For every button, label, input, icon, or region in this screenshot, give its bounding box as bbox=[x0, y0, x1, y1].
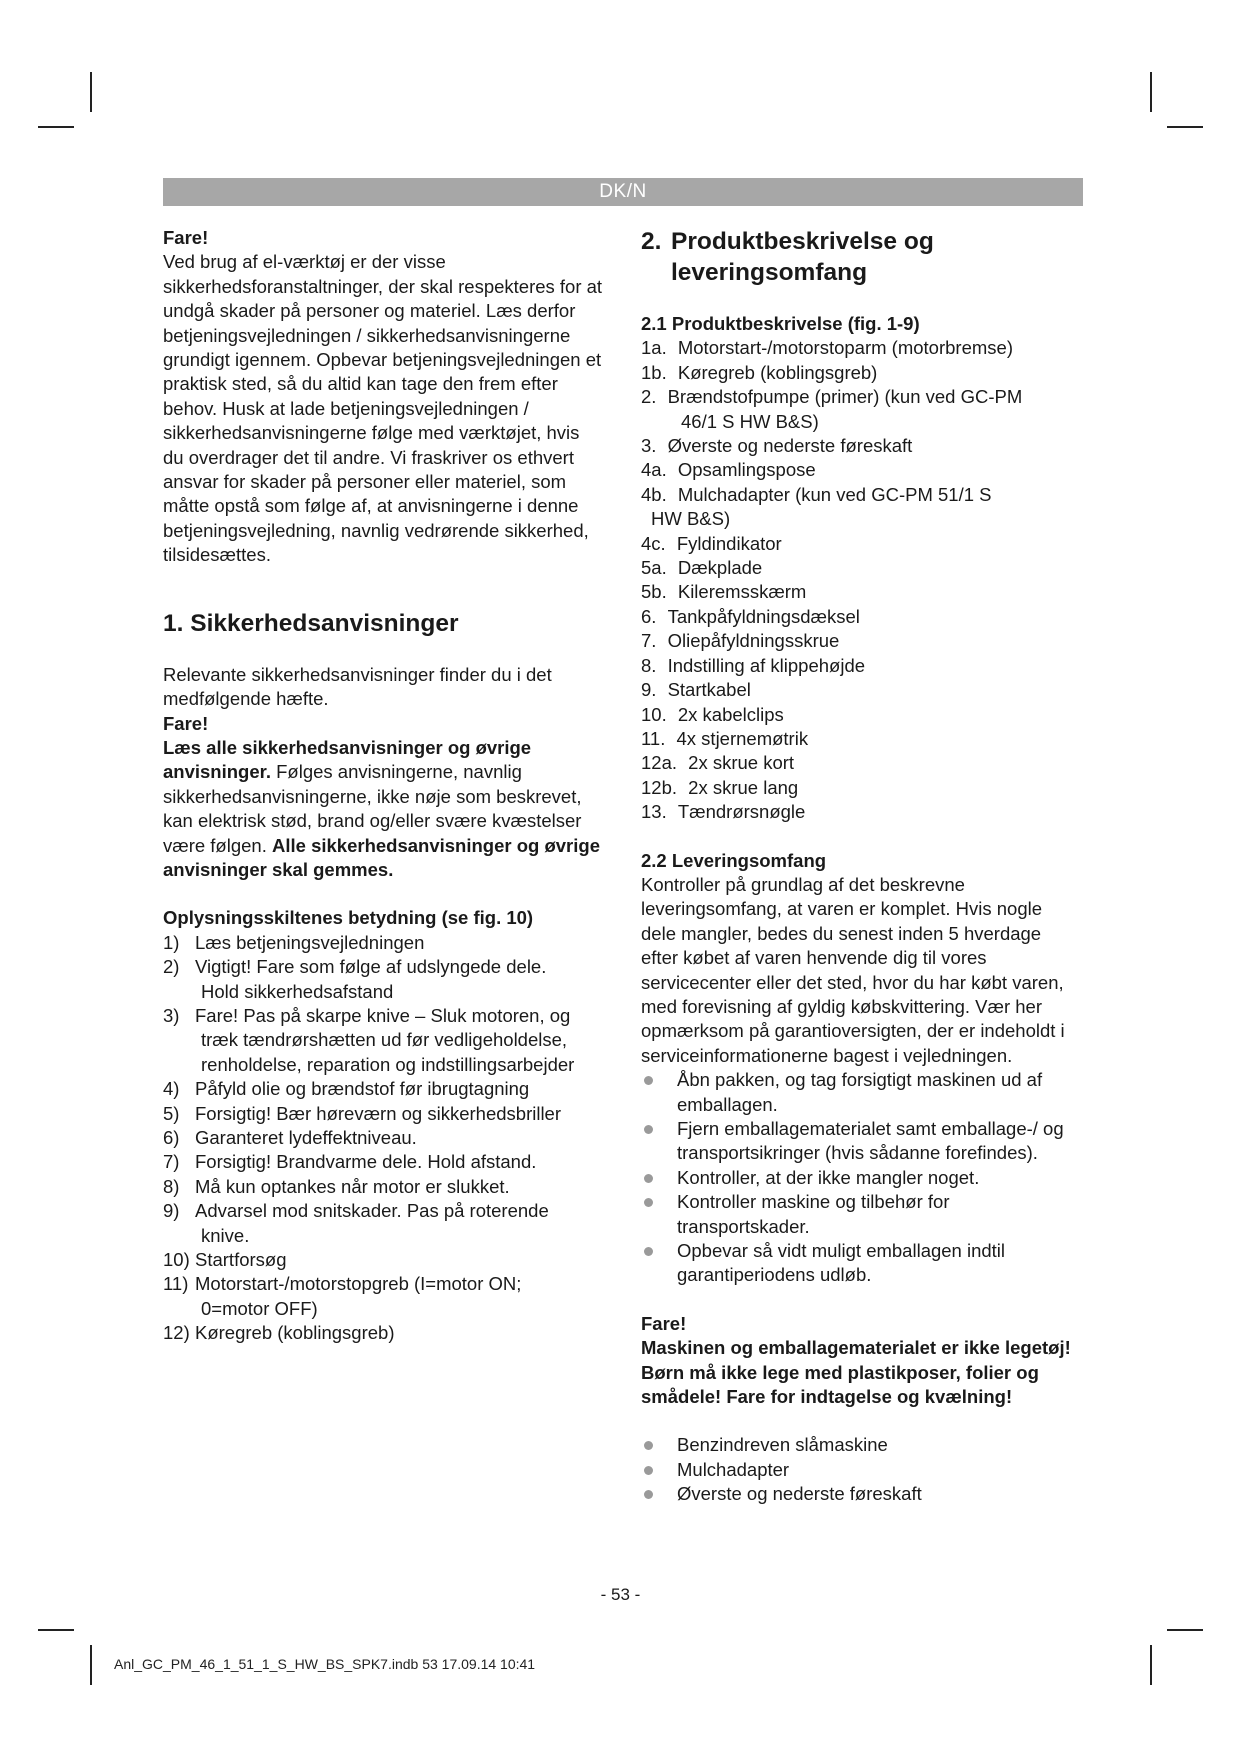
item-text: Fare! Pas på skarpe knive – Sluk motoren, og bbox=[195, 1004, 571, 1026]
item-number: 5b. bbox=[641, 581, 667, 603]
item-text: Vigtigt! Fare som følge af udslyngede dele. bbox=[195, 956, 547, 978]
item-number: 11. bbox=[641, 727, 666, 749]
list-item bbox=[641, 580, 1081, 604]
list-item bbox=[163, 1321, 603, 1345]
list-item bbox=[641, 556, 1081, 580]
item-text-wrap bbox=[195, 1004, 603, 1077]
item-number: 4c. bbox=[641, 532, 666, 554]
item-text-continued: 46/1 S HW B&S) bbox=[681, 410, 819, 432]
item-number: 1b. bbox=[641, 361, 667, 383]
item-text-wrap bbox=[195, 1175, 603, 1199]
item-number: 4b. bbox=[641, 483, 667, 505]
list-item bbox=[163, 1150, 603, 1174]
read-all-paragraph bbox=[163, 736, 603, 882]
item-number: 9. bbox=[641, 679, 657, 701]
print-footer: Anl_GC_PM_46_1_51_1_S_HW_BS_SPK7.indb 53 17.09.14 10:41 bbox=[114, 1656, 536, 1672]
item-text: Dækplade bbox=[677, 557, 763, 579]
list-item bbox=[641, 385, 1081, 434]
list-item bbox=[641, 605, 1081, 629]
item-number: 7. bbox=[641, 630, 657, 652]
item-text: Åbn pakken, og tag forsigtigt maskinen ud af emballagen. bbox=[677, 1069, 1043, 1115]
crop-mark bbox=[38, 1629, 74, 1631]
item-text-continued: HW B&S) bbox=[651, 508, 731, 530]
item-number: 9) bbox=[163, 1200, 180, 1222]
item-text: Må kun optankes når motor er slukket. bbox=[195, 1175, 510, 1197]
read-all-text: Følges anvisningerne, navnlig sikkerhedsanvisningerne, ikke nøje som beskrevet, kan elektrisk stød, brand og/eller svære kvæstelser være følgen. bbox=[163, 761, 582, 856]
item-number: 2) bbox=[163, 956, 180, 978]
item-text: Motorstart-/motorstoparm (motorbremse) bbox=[677, 337, 1013, 359]
crop-mark bbox=[1150, 72, 1152, 112]
item-text-wrap bbox=[195, 1272, 603, 1321]
bullet-icon bbox=[644, 1441, 653, 1450]
list-item bbox=[163, 1272, 603, 1321]
item-number: 1) bbox=[163, 931, 180, 953]
item-text: Køregreb (koblingsgreb) bbox=[677, 361, 878, 383]
item-text: Kontroller maskine og tilbehør for transportskader. bbox=[677, 1191, 950, 1237]
bullet-icon bbox=[644, 1466, 653, 1475]
warning-title-3: Fare! bbox=[641, 1312, 687, 1334]
list-item bbox=[641, 678, 1081, 702]
item-text: Tankpåfyldningsdæksel bbox=[667, 605, 860, 627]
item-text: Øverste og nederste føreskaft bbox=[667, 435, 913, 457]
list-item bbox=[641, 1190, 1081, 1239]
list-item bbox=[641, 800, 1081, 824]
signs-title: Oplysningsskiltenes betydning (se fig. 10) bbox=[163, 907, 534, 929]
item-text: Opsamlingspose bbox=[677, 459, 816, 481]
list-item bbox=[163, 931, 603, 955]
crop-mark bbox=[1167, 1629, 1203, 1631]
list-item bbox=[163, 1248, 603, 1272]
bullet-icon bbox=[644, 1247, 653, 1256]
item-number: 13. bbox=[641, 801, 667, 823]
item-text: Kileremsskærm bbox=[677, 581, 807, 603]
item-number: 6. bbox=[641, 605, 657, 627]
section-1-title: 1. Sikkerhedsanvisninger bbox=[163, 609, 459, 637]
left-column bbox=[163, 226, 603, 1346]
item-number: 8. bbox=[641, 654, 657, 676]
list-item bbox=[641, 361, 1081, 385]
list-item bbox=[641, 751, 1081, 775]
item-number: 3) bbox=[163, 1004, 180, 1026]
item-text: Fjern emballagematerialet samt emballage-/ og transportsikringer (hvis sådanne forefindes). bbox=[677, 1118, 1064, 1164]
item-text-wrap bbox=[195, 1150, 603, 1174]
item-text: 2x skrue kort bbox=[688, 752, 795, 774]
item-text-wrap bbox=[195, 1321, 603, 1345]
item-text: Læs betjeningsvejledningen bbox=[195, 931, 425, 953]
subsection-2-2-title: 2.2 Leveringsomfang bbox=[641, 849, 827, 871]
list-item bbox=[641, 1166, 1081, 1190]
item-number: 12) bbox=[163, 1322, 190, 1344]
item-text: Køregreb (koblingsgreb) bbox=[195, 1322, 395, 1344]
item-text-wrap bbox=[195, 1126, 603, 1150]
crop-mark bbox=[90, 72, 92, 112]
list-item bbox=[641, 532, 1081, 556]
item-number: 12b. bbox=[641, 776, 678, 798]
item-number: 5) bbox=[163, 1102, 180, 1124]
item-text: Fyldindikator bbox=[676, 532, 782, 554]
bullet-icon bbox=[644, 1174, 653, 1183]
item-text: Garanteret lydeffektniveau. bbox=[195, 1127, 417, 1148]
item-text: Opbevar så vidt muligt emballagen indtil garantiperiodens udløb. bbox=[677, 1240, 1006, 1286]
item-text: Motorstart-/motorstopgreb (I=motor ON; bbox=[195, 1273, 522, 1295]
list-item bbox=[163, 1077, 603, 1101]
item-text: Påfyld olie og brændstof før ibrugtagning bbox=[195, 1078, 530, 1100]
list-item bbox=[163, 955, 603, 1004]
delivery-bullets bbox=[641, 1068, 1081, 1288]
delivery-text: Kontroller på grundlag af det beskrevne leveringsomfang, at varen er komplet. Hvis nogle dele mangler, bedes du senest inden 5 hverdage efter købet af varen henvende dig til vores servicecenter eller det sted, hvor du har købt varen, med forevisning af gyldig købskvittering. Vær her opmærksom på garantioversigten, der er indeholdt i serviceinformationerne bagest i vejledningen. bbox=[641, 873, 1065, 1066]
item-number: 6) bbox=[163, 1127, 180, 1148]
warning-title-2: Fare! bbox=[163, 712, 209, 734]
children-warning: Maskinen og emballagematerialet er ikke legetøj! Børn må ikke lege med plastikposer, folier og smådele! Fare for indtagelse og kvælning! bbox=[641, 1337, 1071, 1408]
warning-title: Fare! bbox=[163, 227, 209, 248]
item-number: 4) bbox=[163, 1078, 180, 1100]
signs-list bbox=[163, 931, 603, 1346]
list-item bbox=[641, 1482, 1081, 1506]
parts-list bbox=[641, 336, 1081, 824]
item-number: 2. bbox=[641, 386, 657, 408]
read-all-bold: Læs alle sikkerhedsanvisninger og øvrige anvisninger. bbox=[163, 736, 532, 783]
item-text: 2x kabelclips bbox=[677, 703, 784, 725]
item-number: 8) bbox=[163, 1175, 180, 1197]
item-number: 7) bbox=[163, 1151, 180, 1173]
list-item bbox=[641, 1433, 1081, 1457]
list-item bbox=[163, 1126, 603, 1150]
item-text: 4x stjernemøtrik bbox=[676, 727, 809, 749]
item-text-wrap bbox=[195, 1248, 603, 1272]
list-item bbox=[641, 1117, 1081, 1166]
item-number: 5a. bbox=[641, 557, 667, 579]
crop-mark bbox=[90, 1645, 92, 1685]
list-item bbox=[641, 336, 1081, 360]
item-text: Oliepåfyldningsskrue bbox=[667, 630, 840, 652]
item-text: Benzindreven slåmaskine bbox=[677, 1434, 888, 1456]
crop-mark bbox=[1167, 126, 1203, 128]
list-item bbox=[641, 654, 1081, 678]
page-number: - 53 - bbox=[600, 1585, 641, 1604]
list-item bbox=[641, 1239, 1081, 1288]
subsection-2-1-title: 2.1 Produktbeskrivelse (fig. 1-9) bbox=[641, 313, 920, 334]
list-item bbox=[163, 1004, 603, 1077]
item-number: 10. bbox=[641, 703, 667, 725]
item-text-wrap bbox=[195, 1102, 603, 1126]
list-item bbox=[641, 629, 1081, 653]
item-text-continued: Hold sikkerhedsafstand bbox=[201, 980, 394, 1002]
crop-mark bbox=[1150, 1645, 1152, 1685]
crop-mark bbox=[38, 126, 74, 128]
item-text-continued: træk tændrørshætten ud før vedligeholdelse, renholdelse, reparation og indstillingsarbejder bbox=[201, 1029, 575, 1075]
item-text: 2x skrue lang bbox=[688, 776, 799, 798]
item-text: Mulchadapter bbox=[677, 1458, 790, 1480]
list-item bbox=[641, 727, 1081, 751]
list-item bbox=[641, 1458, 1081, 1482]
list-item bbox=[163, 1102, 603, 1126]
item-number: 1a. bbox=[641, 337, 667, 359]
item-number: 4a. bbox=[641, 459, 667, 481]
item-number: 3. bbox=[641, 435, 657, 457]
list-item bbox=[641, 776, 1081, 800]
item-text: Startforsøg bbox=[195, 1249, 287, 1271]
item-text: Forsigtig! Bær høreværn og sikkerhedsbriller bbox=[195, 1102, 562, 1124]
item-text: Startkabel bbox=[667, 679, 751, 701]
item-text: Forsigtig! Brandvarme dele. Hold afstand. bbox=[195, 1151, 537, 1173]
list-item bbox=[641, 1068, 1081, 1117]
item-text-wrap bbox=[195, 1199, 603, 1248]
item-text: Mulchadapter (kun ved GC-PM 51/1 S bbox=[677, 483, 992, 505]
bullet-icon bbox=[644, 1490, 653, 1499]
item-text-continued: knive. bbox=[201, 1224, 250, 1246]
section-1-intro: Relevante sikkerhedsanvisninger finder du i det medfølgende hæfte. bbox=[163, 663, 552, 710]
item-text: Brændstofpumpe (primer) (kun ved GC-PM bbox=[667, 386, 1023, 408]
keep-instructions-bold: Alle sikkerhedsanvisninger og øvrige anvisninger skal gemmes. bbox=[163, 834, 600, 880]
item-text-wrap bbox=[195, 955, 603, 1004]
item-text: Advarsel mod snitskader. Pas på roterende bbox=[195, 1200, 549, 1222]
list-item bbox=[641, 483, 1081, 532]
item-number: 10) bbox=[163, 1249, 190, 1271]
section-2-number: 2. bbox=[641, 228, 662, 255]
bullet-icon bbox=[644, 1125, 653, 1134]
item-text-wrap bbox=[195, 1077, 603, 1101]
bullet-icon bbox=[644, 1076, 653, 1085]
item-number: 12a. bbox=[641, 752, 678, 774]
item-text: Indstilling af klippehøjde bbox=[667, 654, 866, 676]
contents-list bbox=[641, 1433, 1081, 1506]
section-2-text: Produktbeskrivelse og leveringsomfang bbox=[671, 228, 934, 286]
item-text: Kontroller, at der ikke mangler noget. bbox=[677, 1166, 980, 1188]
language-header: DK/N bbox=[163, 178, 1083, 206]
list-item bbox=[641, 703, 1081, 727]
right-column bbox=[641, 226, 1081, 1507]
item-text: Øverste og nederste føreskaft bbox=[677, 1483, 922, 1505]
item-text-wrap bbox=[195, 931, 603, 955]
item-text-continued: 0=motor OFF) bbox=[201, 1297, 318, 1319]
warning-text: Ved brug af el-værktøj er der visse sikkerhedsforanstaltninger, der skal respekteres for at undgå skader på personer og materiel. Læs derfor betjeningsvejledningen / sikkerhedsanvisningerne grundigt igennem. Opbevar betjeningsvejledningen et praktisk sted, så du altid kan tage den frem efter behov. Husk at lade betjeningsvejledningen / sikkerhedsanvisningerne følge med værktøjet, hvis du overdrager det til andre. Vi fraskriver os ethvert ansvar for skader på personer eller materiel, som måtte opstå som følge af, at anvisningerne i denne betjeningsvejledning, navnlig vedrørende sikkerhed, tilsidesættes. bbox=[163, 251, 603, 566]
list-item bbox=[163, 1175, 603, 1199]
item-number: 11) bbox=[163, 1273, 189, 1295]
list-item bbox=[641, 458, 1081, 482]
item-text: Tændrørsnøgle bbox=[677, 801, 806, 823]
list-item bbox=[641, 434, 1081, 458]
bullet-icon bbox=[644, 1198, 653, 1207]
section-2-title bbox=[641, 226, 1081, 288]
list-item bbox=[163, 1199, 603, 1248]
